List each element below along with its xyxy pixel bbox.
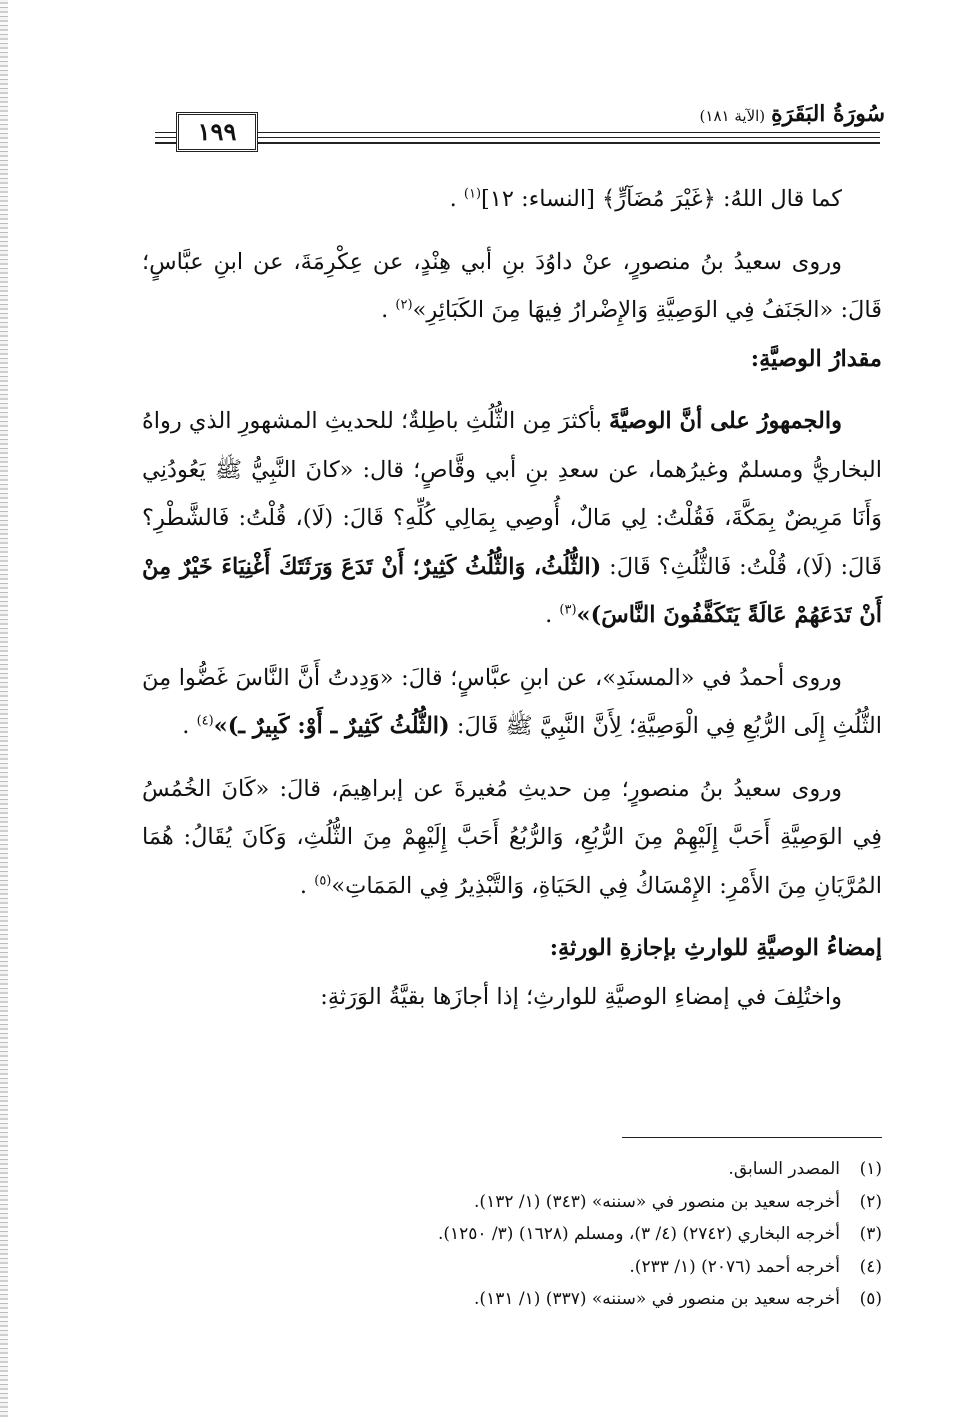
footnote-text: أخرجه البخاري (٢٧٤٢) (٤/ ٣)، ومسلم (١٦٢٨) (٣/ ١٢٥٠).: [437, 1224, 840, 1244]
paragraph: وروى سعيدُ بنُ منصورٍ؛ مِن حديثِ مُغيرةَ عن إبراهِيمَ، قالَ: «كَانَ الخُمُسُ فِي الوَصِيَّةِ أَحَبَّ إِلَيْهِمْ مِنَ الرُّبُعِ، وَالرُّبُعُ أَحَبَّ إِلَيْهِمْ مِنَ الثُّلُثِ، وَكَانَ يُقَالُ: هُمَا المُرَّيَانِ مِنَ الأَمْرِ: الإِمْسَاكُ فِي الحَيَاةِ، وَالتَّبْذِيرُ فِي المَمَاتِ»$^{(٥)}$ .: [142, 775, 882, 899]
sura-name: سُورَةُ البَقَرَةِ: [771, 101, 885, 127]
paragraph: والجمهورُ على أنَّ الوصيَّةَ بأكثرَ مِن الثُّلُثِ باطِلةٌ؛ للحديثِ المشهورِ الذي رواهُ البخاريُّ ومسلمٌ وغيرُهما، عن سعدِ بنِ أبي وقَّاصٍ؛ قال: «كانَ النَّبِيُّ ﷺ يَعُودُنِي وَأَنَا مَرِيضٌ بِمَكَّةَ، فَقُلْتُ: لِي مَالٌ، أُوصِي بِمَالِي كُلِّهِ؟ قَالَ: (لَا)، قُلْتُ: فَالشَّطْرِ؟ قَالَ: (لَا)، قُلْتُ: فَالثُّلُثِ؟ قَالَ: (الثُّلُثُ، وَالثُّلُثُ كَثِيرٌ؛ أَنْ تَدَعَ وَرَثَتَكَ أَغْنِيَاءَ خَيْرٌ مِنْ أَنْ تَدَعَهُمْ عَالَةً يَتَكَفَّفُونَ النَّاسَ)»$^{(٣)}$ .: [142, 408, 882, 628]
footnote-ref: (٣): [559, 602, 577, 618]
paragraph-text: بأكثرَ مِن الثُّلُثِ باطِلةٌ؛ للحديثِ المشهورِ الذي رواهُ البخاريُّ ومسلمٌ وغيرُهما، عن سعدِ بنِ أبي وقَّاصٍ؛ قال: «كانَ النَّبِيُّ ﷺ يَعُودُنِي وَأَنَا مَرِيضٌ بِمَكَّةَ، فَقُلْتُ: لِي مَالٌ، أُوصِي بِمَالِي كُلِّهِ؟ قَالَ: (لَا)، قُلْتُ: فَالشَّطْرِ؟ قَالَ: (لَا)، قُلْتُ: فَالثُّلُثِ؟ قَالَ:: [142, 408, 882, 580]
footnote-ref: (٢): [395, 297, 413, 313]
footnote: [142, 1283, 882, 1316]
header-rule: [155, 132, 880, 133]
bold-phrase: والجمهورُ على أنَّ الوصيَّةَ: [609, 408, 842, 434]
header-rule: [155, 142, 880, 144]
header-rule: [155, 137, 880, 138]
footnote-number: (٢): [859, 1191, 882, 1212]
page-number: ١٩٩: [176, 112, 258, 152]
paragraph-text: وروى سعيدُ بنُ منصورٍ، عنْ داوُدَ بنِ أبي هِنْدٍ، عن عِكْرِمَةَ، عن ابنِ عبَّاسٍ؛ قَالَ: «الجَنَفُ فِي الوَصِيَّةِ وَالإِضْرارُ فِيهَا مِنَ الكَبَائِرِ»: [142, 248, 882, 323]
footnote-number: (٥): [859, 1289, 882, 1309]
footnote-ref: (٥): [314, 873, 332, 888]
hadith-quote: (الثُّلُثُ، وَالثُّلُثُ كَثِيرٌ؛ أَنْ تَدَعَ وَرَثَتَكَ أَغْنِيَاءَ خَيْرٌ مِنْ أَنْ تَدَعَهُمْ عَالَةً يَتَكَفَّفُونَ النَّاسَ)»: [142, 553, 882, 628]
paragraph: وروى أحمدُ في «المسنَدِ»، عن ابنِ عبَّاسٍ؛ قالَ: «وَدِدتُ أَنَّ النَّاسَ غَضُّوا مِنَ الثُّلُثِ إِلَى الرُّبُعِ فِي الْوَصِيَّةِ؛ لِأَنَّ النَّبِيَّ ﷺ قَالَ: (الثُّلُثُ كَثِيرٌ ـ أَوْ: كَبِيرٌ ـ)»$^{(٤)}$ .: [142, 664, 882, 739]
footnote-text: أخرجه سعيد بن منصور في «سننه» (٣٤٣) (١/ ١٣٢).: [474, 1191, 840, 1212]
footnote-number: (٣): [859, 1224, 882, 1244]
main-text: [142, 175, 882, 1021]
footnote-ref: (٤): [196, 713, 214, 729]
footnote: [142, 1186, 882, 1219]
paragraph: واختُلِفَ في إمضاءِ الوصيَّةِ للوارثِ؛ إذا أجازَها بقيَّةُ الوَرَثةِ:: [320, 983, 842, 1010]
paragraph-text: وروى سعيدُ بنُ منصورٍ؛ مِن حديثِ مُغيرةَ عن إبراهِيمَ، قالَ: «كَانَ الخُمُسُ فِي الوَصِيَّةِ أَحَبَّ إِلَيْهِمْ مِنَ الرُّبُعِ، وَالرُّبُعُ أَحَبَّ إِلَيْهِمْ مِنَ الثُّلُثِ، وَكَانَ يُقَالُ: هُمَا المُرَّيَانِ مِنَ الأَمْرِ: الإِمْسَاكُ فِي الحَيَاةِ، وَالتَّبْذِيرُ فِي المَمَاتِ»: [142, 775, 882, 899]
footnote-text: أخرجه سعيد بن منصور في «سننه» (٣٣٧) (١/ ١٣١).: [474, 1289, 840, 1309]
hadith-quote: (الثُّلُثُ كَثِيرٌ ـ أَوْ: كَبِيرٌ ـ)»: [213, 713, 450, 739]
footnote-number: (١): [859, 1159, 882, 1179]
paragraph: وروى سعيدُ بنُ منصورٍ، عنْ داوُدَ بنِ أبي هِنْدٍ، عن عِكْرِمَةَ، عن ابنِ عبَّاسٍ؛ قَالَ: «الجَنَفُ فِي الوَصِيَّةِ وَالإِضْرارُ فِيهَا مِنَ الكَبَائِرِ»$^{(٢)}$ .: [142, 248, 882, 323]
footnote-number: (٤): [859, 1256, 882, 1277]
footnote-text: المصدر السابق.: [728, 1159, 840, 1179]
footnotes: [142, 1153, 882, 1316]
paragraph: كما قال اللهُ: ﴿غَيْرَ مُضَآرٍّ﴾ [النساء: ١٢]$^{(١)}$ .: [449, 186, 842, 212]
footnote: [142, 1218, 882, 1251]
running-title: [694, 98, 885, 130]
section-heading: إمضاءُ الوصيَّةِ للوارثِ بإجازةِ الورثةِ:: [549, 935, 882, 961]
footnote-separator: [622, 1137, 882, 1138]
page-header: [155, 98, 885, 160]
section-heading: مقدارُ الوصيَّةِ:: [750, 345, 882, 372]
aya-label: (الآية ١٨١): [699, 107, 766, 125]
footnote-text: أخرجه أحمد (٢٠٧٦) (١/ ٢٣٣).: [629, 1256, 840, 1277]
paragraph-text: كما قال اللهُ: ﴿غَيْرَ مُضَآرٍّ﴾ [النساء: ١٢]: [481, 186, 842, 212]
footnote: [142, 1153, 882, 1186]
paragraph-text: وروى أحمدُ في «المسنَدِ»، عن ابنِ عبَّاسٍ؛ قالَ: «وَدِدتُ أَنَّ النَّاسَ غَضُّوا مِنَ الثُّلُثِ إِلَى الرُّبُعِ فِي الْوَصِيَّةِ؛ لِأَنَّ النَّبِيَّ ﷺ قَالَ:: [142, 664, 882, 739]
footnote: [142, 1251, 882, 1284]
footnote-ref: (١): [463, 186, 482, 202]
